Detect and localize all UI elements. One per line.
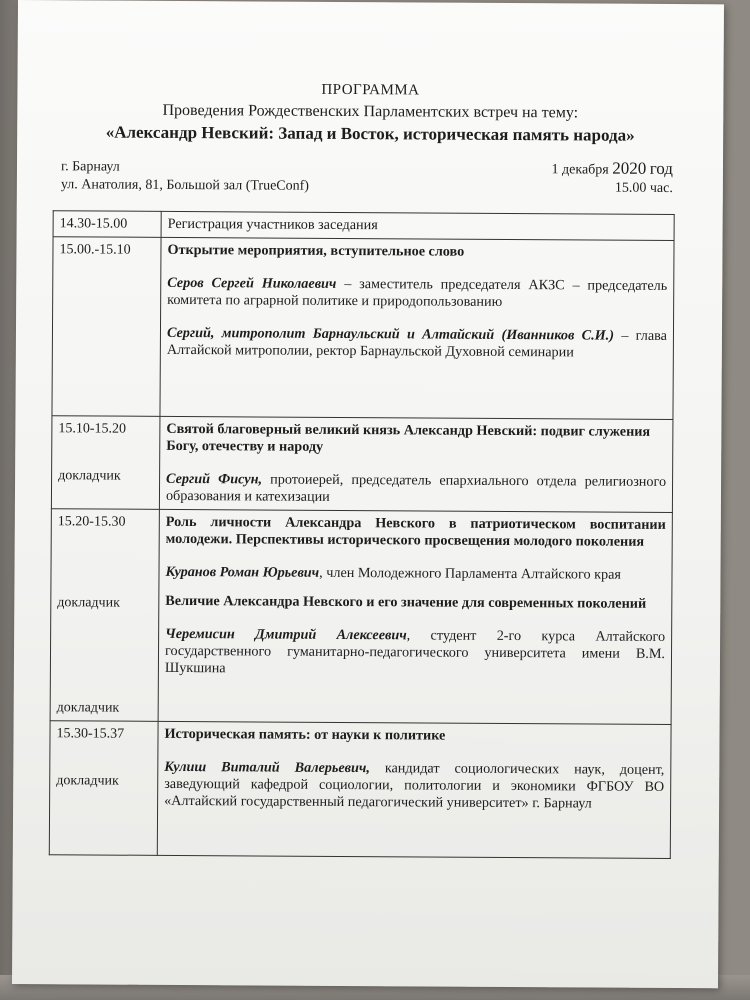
item-title: Открытие мероприятия, вступительное слово <box>167 241 465 260</box>
date-year: 2020 <box>612 158 647 178</box>
table-row <box>50 509 672 725</box>
document-header <box>17 80 723 146</box>
table-row <box>49 721 671 859</box>
speaker-name: Куранов Роман Юрьевич <box>165 563 320 581</box>
time-label: 15.00.-15.10 <box>59 242 131 258</box>
time-label: 15.30-15.37 <box>56 726 125 742</box>
time-cell <box>53 211 161 238</box>
table-row <box>51 416 673 513</box>
table-row <box>52 237 674 420</box>
speaker-name: Черемисин Дмитрий Алексеевич <box>165 625 407 644</box>
speaker-name: Кулиш Виталий Валерьевич, <box>164 758 370 777</box>
content-cell <box>157 721 671 858</box>
item-text: Регистрация участников заседания <box>167 215 378 234</box>
item-title: Роль личности Александра Невского в патриотическом воспитании молодежи. Перспективы исторического просвещения молодого поколения <box>165 513 666 550</box>
time-cell <box>51 416 160 510</box>
item-title: Святой благоверный великий князь Александр Невский: подвиг служения Богу, отечеству и народу <box>166 420 651 455</box>
start-time: 15.00 час. <box>614 180 673 197</box>
speaker-desc: – глава Алтайской митрополии, ректор Барнаульской Духовной семинарии <box>166 327 667 361</box>
speaker-entry <box>167 325 667 362</box>
time-label: 14.30-15.00 <box>59 216 128 232</box>
speaker-entry <box>167 275 667 312</box>
time-cell <box>49 721 158 856</box>
date <box>551 159 673 180</box>
speaker-name: Сергий, митрополит Барнаульский и Алтайский (Иванников С.И.) <box>166 324 615 344</box>
time-label: 15.10-15.20 <box>58 421 127 437</box>
program-table <box>49 210 675 859</box>
item-title: Величие Александра Невского и его значение для современных поколений <box>165 592 647 612</box>
speaker-name: Серов Сергей Николаевич <box>167 274 337 292</box>
time-label: 15.20-15.30 <box>57 514 126 530</box>
document-title: ПРОГРАММА <box>321 81 420 99</box>
speaker-entry <box>164 759 664 813</box>
role-label: докладчик <box>56 773 119 789</box>
speaker-desc: , студент 2-го курса Алтайского государственного гуманитарно-педагогического университета имени В.М. Шукшина <box>164 627 666 677</box>
document-subtitle: Проведения Рождественских Парламентских встреч на тему: <box>162 101 579 122</box>
address: ул. Анатолия, 81, Большой зал (TrueConf) <box>60 177 310 194</box>
content-cell <box>158 509 672 724</box>
role-label: докладчик <box>58 468 121 484</box>
speaker-desc: – заместитель председателя АКЗС – председатель комитета по аграрной политике и природопользованию <box>167 275 668 310</box>
city: г. Барнаул <box>60 159 120 175</box>
role-label: докладчик <box>57 595 120 611</box>
speaker-desc: протоиерей, председатель епархиального отдела религиозного образования и катехизации <box>165 471 667 505</box>
speaker-name: Сергий Фисун, <box>166 470 263 488</box>
document-theme: «Александр Невский: Запад и Восток, историческая память народа» <box>105 122 635 145</box>
speaker-desc: , член Молодежного Парламента Алтайского края <box>319 564 621 583</box>
date-year-suffix: год <box>649 158 674 179</box>
content-cell <box>160 237 674 419</box>
speaker-entry <box>165 626 665 680</box>
speaker-entry <box>166 471 666 508</box>
item-title: Историческая память: от науки к политике <box>164 725 446 744</box>
paper-sheet <box>12 0 724 988</box>
date-day: 1 декабря <box>551 162 609 178</box>
date-block <box>551 159 673 198</box>
table-row <box>53 211 674 241</box>
location-block <box>61 158 309 196</box>
role-label: докладчик <box>56 700 120 716</box>
time-cell <box>52 237 161 417</box>
content-cell <box>161 211 674 240</box>
content-cell <box>159 416 673 512</box>
time-cell <box>50 509 159 722</box>
speaker-entry <box>165 564 665 584</box>
speaker-desc: кандидат социологических наук, доцент, заведующий кафедрой социологии, политологии и экономики ФГБОУ ВО «Алтайский государственный педагогический университет» г. Барнаул <box>164 760 665 812</box>
